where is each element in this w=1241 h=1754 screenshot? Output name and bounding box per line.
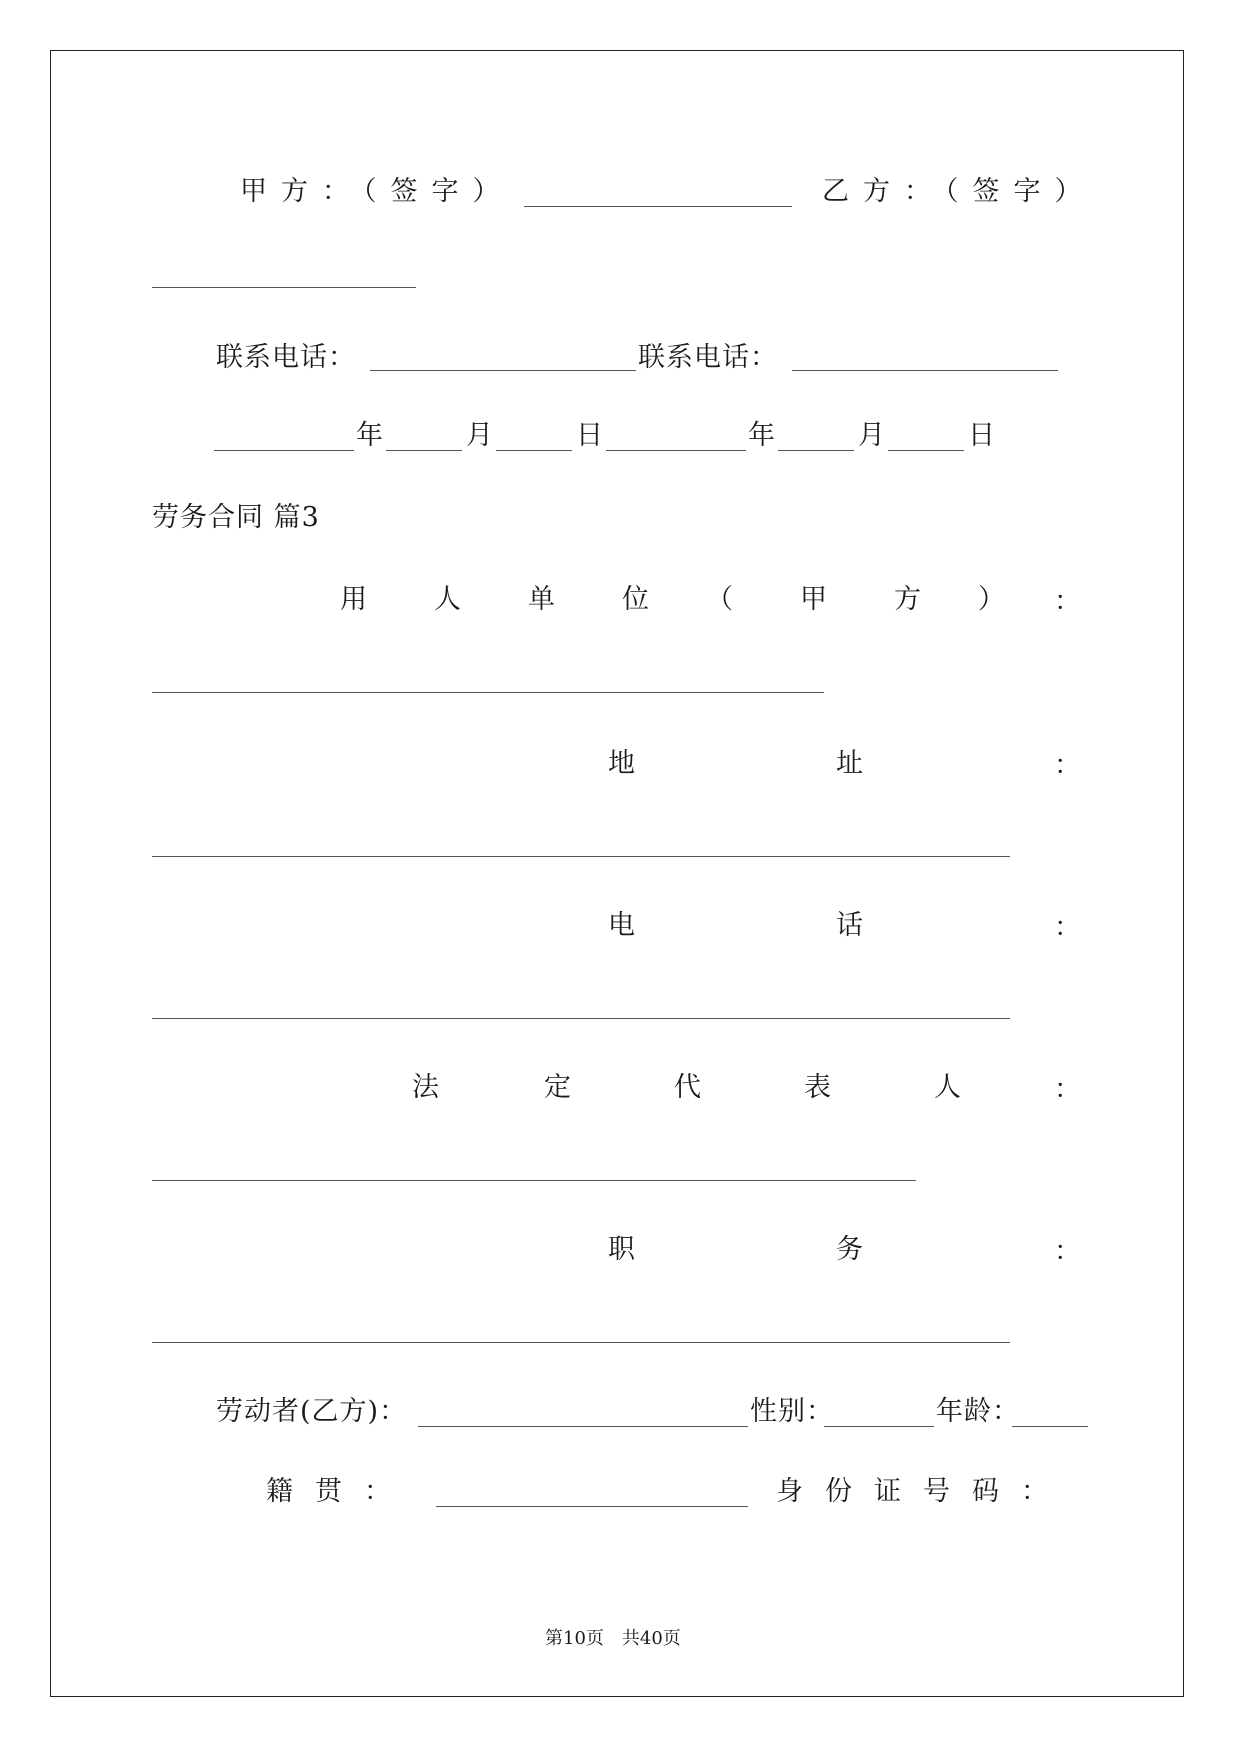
date-a-month-line[interactable] [386,450,462,451]
id-number-label: 身份证号码： [776,1476,1070,1507]
position-char: 务 [836,1234,864,1265]
date-b-day-label: 日 [968,420,996,451]
position-line[interactable] [152,1342,1010,1343]
date-b-day-line[interactable] [888,450,964,451]
employer-colon: ： [1054,586,1082,617]
position-colon: ： [1054,1236,1082,1267]
date-b-month-line[interactable] [778,450,854,451]
party-b-signature-label: 乙方：（签字） [822,176,1096,207]
employer-line[interactable] [152,692,824,693]
date-b-year-label: 年 [748,420,776,451]
phone-char: 电 [608,910,636,941]
position-char: 职 [608,1234,636,1265]
address-char: 地 [608,748,636,779]
phone-char: 话 [836,910,864,941]
worker-label: 劳动者(乙方)： [216,1396,408,1427]
address-char: 址 [836,748,864,779]
phone-colon: ： [1054,912,1082,943]
employer-char: 方 [894,584,922,615]
date-b-year-line[interactable] [606,450,746,451]
rep-char: 法 [412,1072,440,1103]
worker-line[interactable] [418,1426,748,1427]
phone-line[interactable] [152,1018,1010,1019]
address-colon: ： [1054,750,1082,781]
phone-line-a[interactable] [370,370,636,371]
employer-char: （ [706,584,734,615]
address-line[interactable] [152,856,1010,857]
section-title: 劳务合同 篇3 [152,502,320,533]
native-label: 籍贯： [266,1476,413,1507]
page-footer: 第10页 共40页 [545,1628,681,1649]
native-line[interactable] [436,1506,748,1507]
phone-line-b[interactable] [792,370,1058,371]
age-line[interactable] [1012,1426,1088,1427]
employer-char: 甲 [800,584,828,615]
date-a-year-label: 年 [356,420,384,451]
date-a-day-label: 日 [576,420,604,451]
party-a-signature-line[interactable] [524,206,792,207]
rep-char: 表 [804,1072,832,1103]
employer-char: ） [978,584,1006,615]
gender-label: 性别： [750,1396,834,1427]
page-border [50,50,1184,1697]
age-label: 年龄： [936,1396,1020,1427]
date-a-month-label: 月 [466,420,494,451]
date-a-day-line[interactable] [496,450,572,451]
date-a-year-line[interactable] [214,450,354,451]
rep-char: 定 [544,1072,572,1103]
phone-label-b: 联系电话： [638,342,778,373]
rep-line[interactable] [152,1180,916,1181]
party-b-signature-line[interactable] [152,287,416,288]
gender-line[interactable] [824,1426,934,1427]
employer-char: 位 [622,584,650,615]
date-b-month-label: 月 [858,420,886,451]
rep-colon: ： [1054,1074,1082,1105]
rep-char: 人 [934,1072,962,1103]
phone-label-a: 联系电话： [216,342,356,373]
rep-char: 代 [674,1072,702,1103]
employer-char: 人 [434,584,462,615]
employer-char: 单 [528,584,556,615]
employer-char: 用 [340,584,368,615]
party-a-signature-label: 甲方：（签字） [240,176,514,207]
